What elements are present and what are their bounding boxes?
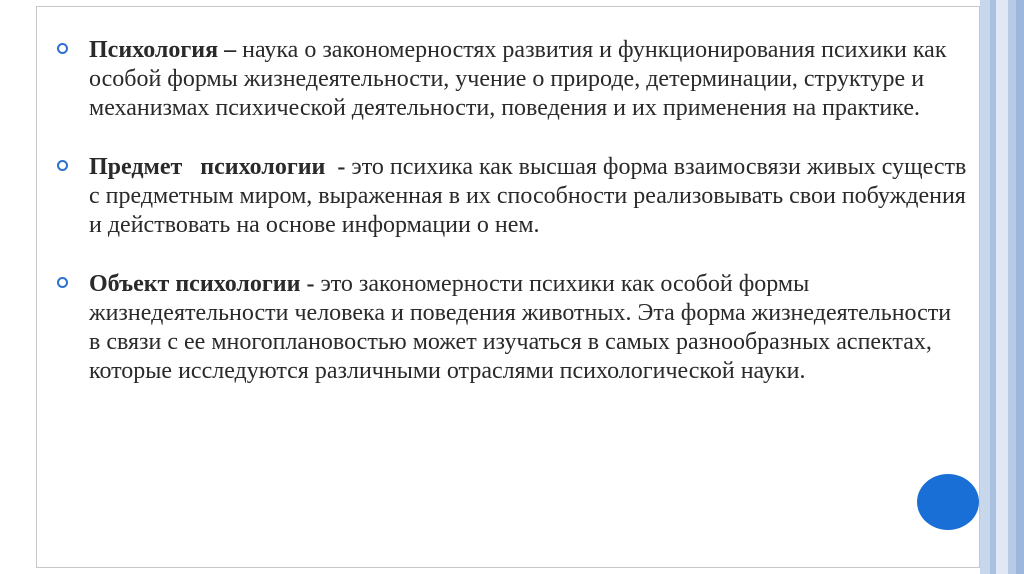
- bullet-icon: [57, 277, 68, 288]
- definition-text: наука о закономерностях развития и функционирования психики как особой формы жизнедеятельности, учение о природе, детерминации, структуре и механизмах психической деятельности, поведения и их применения на практике.: [89, 37, 947, 121]
- bullet-object-of-psychology: [57, 270, 967, 386]
- connector: –: [218, 37, 237, 63]
- decorative-stripes: [980, 0, 1024, 574]
- bullet-subject-of-psychology: [57, 153, 967, 240]
- term: Предмет психологии: [89, 154, 326, 180]
- definition-text: это психика как высшая форма взаимосвязи живых существ с предметным миром, выраженная в их способности реализовывать свои побуждения и действовать на основе информации о нем.: [89, 154, 967, 238]
- stripe: [996, 0, 1008, 574]
- connector: -: [325, 154, 346, 180]
- connector: -: [300, 271, 315, 297]
- bullet-icon: [57, 160, 68, 171]
- bullet-list: [57, 36, 967, 416]
- bullet-psychology-definition: [57, 36, 967, 123]
- stripe: [1008, 0, 1016, 574]
- stripe: [980, 0, 990, 574]
- definition-text: это закономерности психики как особой формы жизнедеятельности человека и поведения животных. Эта форма жизнедеятельности в связи с ее многоплановостью может изучаться в самых разнообразных аспектах, которые исследуются различными отраслями психологической науки.: [89, 271, 952, 384]
- blue-circle-decoration: [917, 474, 979, 530]
- term: Объект психологии: [89, 271, 301, 297]
- term: Психология: [89, 37, 219, 63]
- stripe: [1016, 0, 1024, 574]
- bullet-icon: [57, 43, 68, 54]
